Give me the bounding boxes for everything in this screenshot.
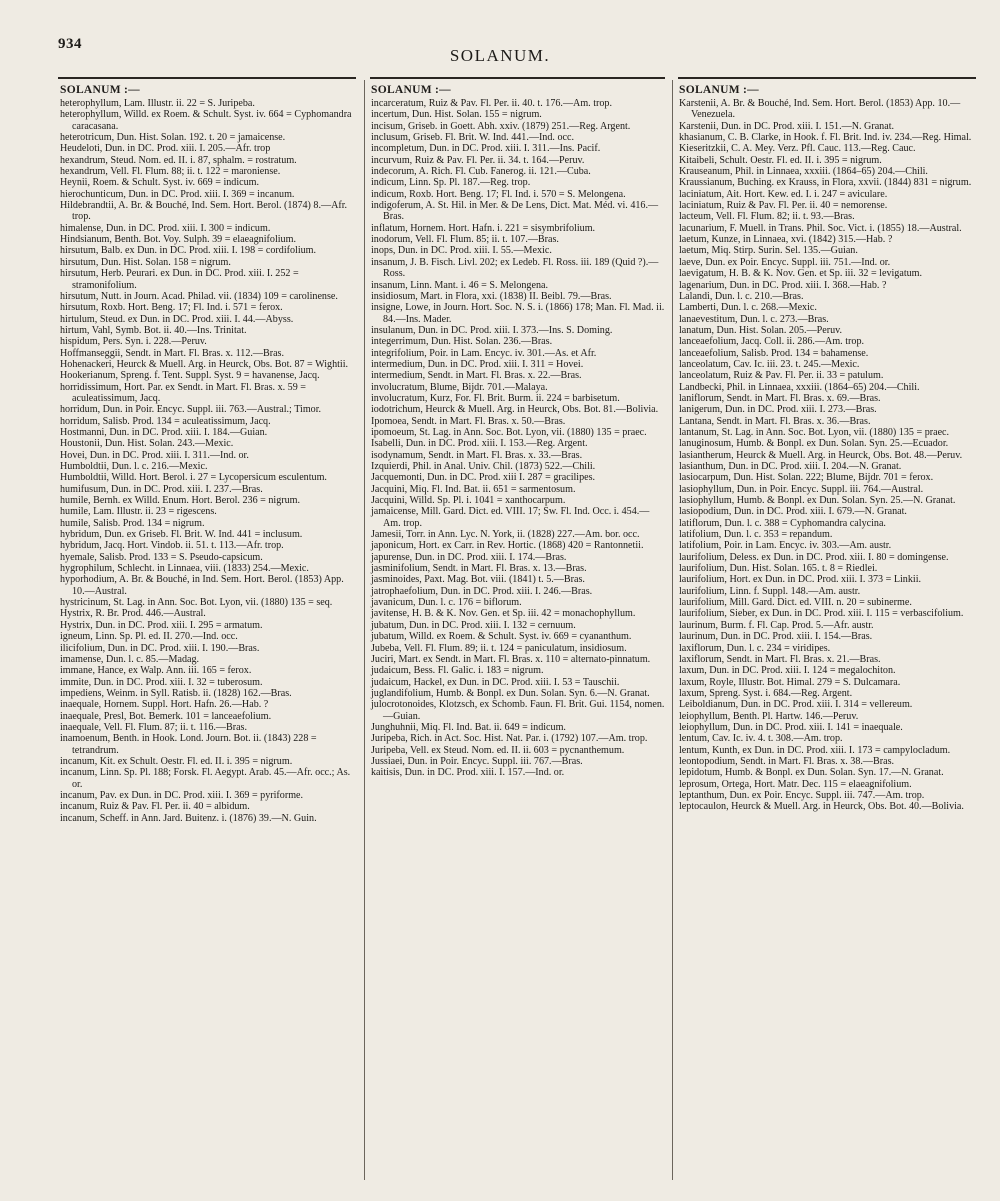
index-entry: japonicum, Hort. ex Carr. in Rev. Hortic. (1868) 420 = Rantonnetii. [371, 540, 644, 552]
index-entry: judaicum, Bess. Fl. Galic. i. 183 = nigrum. [371, 665, 544, 677]
index-entry: Jacquini, Miq. Fl. Ind. Bat. ii. 651 = sarmentosum. [371, 483, 576, 495]
index-entry: Humboldtii, Willd. Hort. Berol. i. 27 = Lycopersicum esculentum. [60, 472, 327, 484]
index-entry: humile, Lam. Illustr. ii. 23 = rigescens. [60, 506, 217, 518]
index-entry: laeve, Dun. ex Poir. Encyc. Suppl. iii. 751.—Ind. or. [679, 256, 891, 268]
running-head: SOLANUM. [449, 46, 551, 65]
index-entry: heterotricum, Dun. Hist. Solan. 192. t. 20 = jamaicense. [60, 132, 286, 144]
index-entry: lanaevestitum, Dun. l. c. 273.—Bras. [679, 313, 829, 325]
index-entry: Hystrix, R. Br. Prod. 446.—Austral. [60, 608, 206, 620]
index-entry: leontopodium, Sendt. in Mart. Fl. Bras. x. 38.—Bras. [679, 755, 895, 767]
index-entry: lentum, Cav. Ic. iv. 4. t. 308.—Am. trop. [679, 733, 843, 745]
column-divider [672, 80, 673, 1180]
index-entry: lanceaefolium, Jacq. Coll. ii. 286.—Am. trop. [679, 336, 865, 348]
index-entry: incanum, Scheff. in Ann. Jard. Buitenz. i. (1876) 39.—N. Guin. [60, 812, 317, 824]
index-entry: hygrophilum, Schlecht. in Linnaea, viii. (1833) 254.—Mexic. [60, 563, 309, 575]
index-entry: hyporhodium, A. Br. & Bouché, in Ind. Sem. Hort. Berol. (1853) App. 10.—Austral. [60, 574, 344, 597]
index-entry: Kieseritzkii, C. A. Mey. Verz. Pfl. Cauc. 113.—Reg. Cauc. [679, 143, 916, 155]
index-entry: laurinum, Burm. f. Fl. Cap. Prod. 5.—Afr. austr. [679, 619, 874, 631]
index-entry: Heudeloti, Dun. in DC. Prod. xiii. I. 205.—Afr. trop [60, 143, 271, 155]
index-entry: inaequale, Vell. Fl. Flum. 87; ii. t. 116.—Bras. [60, 721, 248, 733]
index-entry: Hildebrandtii, A. Br. & Bouché, Ind. Sem. Hort. Berol. (1874) 8.—Afr. trop. [60, 200, 348, 223]
index-entry: indicum, Linn. Sp. Pl. 187.—Reg. trop. [371, 177, 531, 189]
index-entry: jatrophaefolium, Dun. in DC. Prod. xiii. I. 246.—Bras. [371, 585, 593, 597]
index-entry: kaitisis, Dun. in DC. Prod. xiii. I. 157.—Ind. or. [371, 767, 565, 779]
index-entry: incanum, Pav. ex Dun. in DC. Prod. xiii. I. 369 = pyriforme. [60, 789, 304, 801]
column-divider [364, 80, 365, 1180]
text-column-middle [371, 84, 665, 779]
index-entry: leptocaulon, Heurck & Muell. Arg. in Heurck, Obs. Bot. 40.—Bolivia. [679, 801, 964, 813]
index-entry: laciniatum, Ait. Hort. Kew. ed. I. i. 247 = aviculare. [679, 188, 888, 200]
index-entry: ilicifolium, Dun. in DC. Prod. xiii. I. 190.—Bras. [60, 642, 260, 654]
index-entry: imamense, Dun. l. c. 85.—Madag. [60, 653, 200, 665]
index-entry: lasiopodium, Dun. in DC. Prod. xiii. I. 679.—N. Granat. [679, 506, 907, 518]
index-entry: leiophyllum, Dun. in DC. Prod. xiii. I. 141 = inaequale. [679, 721, 903, 733]
index-entry: horridum, Dun. in Poir. Encyc. Suppl. iii. 763.—Austral.; Timor. [60, 404, 322, 416]
index-entry: Houstonii, Dun. Hist. Solan. 243.—Mexic. [60, 438, 234, 450]
index-entry: Hostmanni, Dun. in DC. Prod. xiii. I. 184.—Guian. [60, 426, 268, 438]
index-entry: Lantana, Sendt. in Mart. Fl. Bras. x. 36.—Bras. [679, 415, 871, 427]
index-entry: laxum, Royle, Illustr. Bot. Himal. 279 = S. Dulcamara. [679, 676, 901, 688]
index-entry: laxiflorum, Sendt. in Mart. Fl. Bras. x. 21.—Bras. [679, 653, 881, 665]
index-entry: Juciri, Mart. ex Sendt. in Mart. Fl. Bras. x. 110 = alternato-pinnatum. [371, 653, 651, 665]
index-entry: Juripeba, Rich. in Act. Soc. Hist. Nat. Par. i. (1792) 107.—Am. trop. [371, 733, 648, 745]
index-entry: lasiocarpum, Dun. Hist. Solan. 222; Blume, Bijdr. 701 = ferox. [679, 472, 934, 484]
index-entry: Heynii, Roem. & Schult. Syst. iv. 669 = indicum. [60, 177, 260, 189]
index-entry: Humboldtii, Dun. l. c. 216.—Mexic. [60, 461, 208, 472]
index-entry: hispidum, Pers. Syn. i. 228.—Peruv. [60, 336, 207, 348]
index-entry: hirsutum, Nutt. in Journ. Acad. Philad. vii. (1834) 109 = carolinense. [60, 290, 338, 302]
index-entry: humifusum, Dun. in DC. Prod. xiii. I. 237.—Bras. [60, 483, 263, 495]
index-entry: Jubeba, Vell. Fl. Flum. 89; ii. t. 124 = paniculatum, insidiosum. [371, 642, 627, 654]
text-column-right [679, 84, 975, 813]
index-entry: hirsutum, Herb. Peurari. ex Dun. in DC. Prod. xiii. I. 252 = stramonifolium. [60, 268, 299, 291]
index-entry: Krauseanum, Phil. in Linnaea, xxxiii. (1864–65) 204.—Chili. [679, 166, 928, 178]
index-entry: insulanum, Dun. in DC. Prod. xiii. I. 373.—Ins. S. Doming. [371, 324, 613, 336]
index-entry: impediens, Weinm. in Syll. Ratisb. ii. (1828) 162.—Bras. [60, 687, 292, 699]
index-entry: inops, Dun. in DC. Prod. xiii. I. 55.—Mexic. [371, 245, 552, 257]
index-entry: laetum, Miq. Stirp. Surin. Sel. 135.—Guian. [679, 245, 858, 257]
index-entry: inodorum, Vell. Fl. Flum. 85; ii. t. 107.—Bras. [371, 234, 559, 246]
index-entry: jasminifolium, Sendt. in Mart. Fl. Bras. x. 13.—Bras. [371, 563, 587, 575]
index-entry: Hindsianum, Benth. Bot. Voy. Sulph. 39 = elaeagnifolium. [60, 234, 296, 246]
index-entry: lanceolatum, Ruiz & Pav. Fl. Per. ii. 33 = patulum. [679, 370, 884, 382]
header-rule [678, 77, 976, 79]
index-entry: Junghuhnii, Miq. Fl. Ind. Bat. ii. 649 = indicum. [371, 721, 566, 733]
index-entry: lantanum, St. Lag. in Ann. Soc. Bot. Lyon, vii. (1880) 135 = praec. [679, 426, 950, 438]
index-entry: integrifolium, Poir. in Lam. Encyc. iv. 301.—As. et Afr. [371, 347, 597, 359]
index-entry: laurifolium, Deless. ex Dun. in DC. Prod. xiii. I. 80 = domingense. [679, 551, 949, 563]
index-entry: leiophyllum, Benth. Pl. Hartw. 146.—Peruv. [679, 710, 859, 722]
index-entry: immite, Dun. in DC. Prod. xiii. I. 32 = tuberosum. [60, 676, 263, 688]
text-column-left [60, 84, 356, 824]
index-entry: judaicum, Hackel, ex Dun. in DC. Prod. xiii. I. 53 = Tauschii. [371, 676, 620, 688]
index-entry: lasiophyllum, Humb. & Bonpl. ex Dun. Solan. Syn. 25.—N. Granat. [679, 495, 956, 507]
index-entry: lacunarium, F. Muell. in Trans. Phil. Soc. Vict. i. (1855) 18.—Austral. [679, 222, 962, 234]
index-entry: leptanthum, Dun. ex Poir. Encyc. Suppl. iii. 747.—Am. trop. [679, 789, 925, 801]
index-entry: lasianthum, Dun. in DC. Prod. xiii. I. 204.—N. Granat. [679, 461, 902, 472]
index-entry: lagenarium, Dun. in DC. Prod. xiii. I. 368.—Hab. ? [679, 279, 887, 291]
index-entry: Leiboldianum, Dun. in DC. Prod. xiii. I. 314 = vellereum. [679, 699, 913, 711]
index-entry: hybridum, Dun. ex Griseb. Fl. Brit. W. Ind. 441 = inclusum. [60, 529, 303, 541]
index-entry: hexandrum, Steud. Nom. ed. II. i. 87, sphalm. = rostratum. [60, 154, 297, 166]
index-entry: julocrotonoides, Klotzsch, ex Schomb. Faun. Fl. Brit. Gui. 1154, nomen.—Guian. [371, 699, 665, 722]
column-header: SOLANUM :— [60, 84, 140, 96]
index-entry: khasianum, C. B. Clarke, in Hook. f. Fl. Brit. Ind. iv. 234.—Reg. Himal. [679, 132, 972, 144]
index-entry: laxum, Dun. in DC. Prod. xiii. I. 124 = megalochiton. [679, 665, 896, 677]
page-number: 934 [58, 36, 82, 52]
index-entry: Hovei, Dun. in DC. Prod. xiii. I. 311.—Ind. or. [60, 449, 249, 461]
index-entry: horridum, Salisb. Prod. 134 = aculeatissimum, Jacq. [60, 415, 271, 427]
index-entry: indecorum, A. Rich. Fl. Cub. Fanerog. ii. 121.—Cuba. [371, 166, 591, 178]
index-entry: insanum, J. B. Fisch. Livl. 202; ex Ledeb. Fl. Ross. iii. 189 (Quid ?).—Ross. [371, 256, 659, 280]
index-entry: javitense, H. B. & K. Nov. Gen. et Sp. iii. 42 = monachophyllum. [371, 608, 636, 620]
index-entry: Kraussianum, Buching. ex Krauss, in Flora, xxvii. (1844) 831 = nigrum. [679, 177, 972, 189]
index-entry: laciniatum, Ruiz & Pav. Fl. Per. ii. 40 = nemorense. [679, 200, 888, 212]
index-entry: hyemale, Salisb. Prod. 133 = S. Pseudo-capsicum. [60, 551, 263, 563]
index-entry: jasminoides, Paxt. Mag. Bot. viii. (1841) t. 5.—Bras. [371, 574, 585, 586]
index-entry: humile, Salisb. Prod. 134 = nigrum. [60, 517, 205, 529]
index-entry: inflatum, Hornem. Hort. Hafn. i. 221 = sisymbrifolium. [371, 222, 596, 234]
index-entry: javanicum, Dun. l. c. 176 = biflorum. [371, 597, 522, 609]
index-entry: hexandrum, Vell. Fl. Flum. 88; ii. t. 122 = maroniense. [60, 166, 281, 178]
index-entry: lentum, Kunth, ex Dun. in DC. Prod. xiii. I. 173 = campylocladum. [679, 744, 951, 756]
index-entry: hierochunticum, Dun. in DC. Prod. xiii. I. 369 = incanum. [60, 188, 295, 200]
index-entry: inamoenum, Benth. in Hook. Lond. Journ. Bot. ii. (1843) 228 = tetrandrum. [60, 733, 317, 756]
index-entry: laevigatum, H. B. & K. Nov. Gen. et Sp. iii. 32 = levigatum. [679, 268, 923, 280]
index-entry: lanceolatum, Cav. Ic. iii. 23. t. 245.—Mexic. [679, 358, 860, 370]
index-entry: heterophyllum, Lam. Illustr. ii. 22 = S. Juripeba. [60, 98, 255, 109]
index-entry: insidiosum, Mart. in Flora, xxi. (1838) II. Beibl. 79.—Bras. [371, 290, 612, 302]
index-entry: integerrimum, Dun. Hist. Solan. 236.—Bras. [371, 336, 553, 348]
index-entry: jubatum, Willd. ex Roem. & Schult. Syst. iv. 669 = cyananthum. [371, 631, 632, 643]
index-entry: laurifolium, Hort. ex Dun. in DC. Prod. xiii. I. 373 = Linkii. [679, 574, 922, 586]
index-entry: Hookerianum, Spreng. f. Tent. Suppl. Syst. 9 = havanense, Jacq. [60, 370, 320, 382]
index-entry: leprosum, Ortega, Hort. Matr. Dec. 115 = elaeagnifolium. [679, 778, 912, 790]
index-entry: lanceaefolium, Salisb. Prod. 134 = bahamense. [679, 347, 869, 359]
index-entry: Juripeba, Vell. ex Steud. Nom. ed. II. ii. 603 = pycnanthemum. [371, 744, 625, 756]
index-entry: indigoferum, A. St. Hil. in Mer. & De Lens, Dict. Mat. Méd. vi. 416.—Bras. [371, 200, 659, 223]
index-entry: incanum, Linn. Sp. Pl. 188; Forsk. Fl. Aegypt. Arab. 45.—Afr. occ.; As. or. [60, 767, 351, 790]
index-entry: jamaicense, Mill. Gard. Dict. ed. VIII. 17; Sw. Fl. Ind. Occ. i. 454.—Am. trop. [371, 506, 650, 529]
index-entry: Karstenii, A. Br. & Bouché, Ind. Sem. Hort. Berol. (1853) App. 10.—Venezuela. [679, 98, 961, 121]
index-entry: hirtum, Vahl, Symb. Bot. ii. 40.—Ins. Trinitat. [60, 324, 247, 336]
index-entry: Jussiaei, Dun. in Poir. Encyc. Suppl. iii. 767.—Bras. [371, 755, 583, 767]
index-entry: Lamberti, Dun. l. c. 268.—Mexic. [679, 302, 817, 314]
index-entry: ipomoeum, St. Lag. in Ann. Soc. Bot. Lyon, vii. (1880) 135 = praec. [371, 426, 647, 438]
index-entry: inaequale, Hornem. Suppl. Hort. Hafn. 26.—Hab. ? [60, 699, 269, 711]
index-entry: laurifolium, Linn. f. Suppl. 148.—Am. austr. [679, 585, 861, 597]
index-entry: Isabelli, Dun. in DC. Prod. xiii. I. 153.—Reg. Argent. [371, 438, 588, 450]
index-entry: inclusum, Griseb. Fl. Brit. W. Ind. 441.—Ind. occ. [371, 132, 574, 144]
index-entry: immane, Hance, ex Walp. Ann. iii. 165 = ferox. [60, 665, 252, 677]
index-entry: lanuginosum, Humb. & Bonpl. ex Dun. Solan. Syn. 25.—Ecuador. [679, 438, 949, 450]
index-entry: laxiflorum, Dun. l. c. 234 = viridipes. [679, 642, 831, 654]
index-entry: humile, Bernh. ex Willd. Enum. Hort. Berol. 236 = nigrum. [60, 495, 301, 507]
column-header: SOLANUM :— [371, 84, 451, 96]
index-entry: lacteum, Vell. Fl. Flum. 82; ii. t. 93.—Bras. [679, 211, 855, 223]
index-entry: lanatum, Dun. Hist. Solan. 205.—Peruv. [679, 324, 843, 336]
index-entry: intermedium, Dun. in DC. Prod. xiii. I. 311 = Hovei. [371, 358, 584, 370]
index-entry: Hystrix, Dun. in DC. Prod. xiii. I. 295 = armatum. [60, 619, 263, 631]
index-entry: incanum, Kit. ex Schult. Oestr. Fl. ed. II. i. 395 = nigrum. [60, 755, 293, 767]
header-rule [58, 77, 356, 79]
index-entry: laniflorum, Sendt. in Mart. Fl. Bras. x. 69.—Bras. [679, 392, 881, 404]
index-entry: incisum, Griseb. in Goett. Abh. xxiv. (1879) 251.—Reg. Argent. [371, 120, 631, 132]
index-entry: lasiantherum, Heurck & Muell. Arg. in Heurck, Obs. Bot. 48.—Peruv. [679, 449, 963, 461]
header-rule [370, 77, 665, 79]
index-entry: intermedium, Sendt. in Mart. Fl. Bras. x. 22.—Bras. [371, 370, 582, 382]
index-entry: hystricinum, St. Lag. in Ann. Soc. Bot. Lyon, vii. (1880) 135 = seq. [60, 597, 333, 609]
index-entry: Hoffmanseggii, Sendt. in Mart. Fl. Bras. x. 112.—Bras. [60, 347, 285, 359]
index-entry: jubatum, Dun. in DC. Prod. xiii. I. 132 = cernuum. [371, 619, 576, 631]
index-entry: Karstenii, Dun. in DC. Prod. xiii. I. 151.—N. Granat. [679, 120, 895, 132]
index-entry: involucratum, Kurz, For. Fl. Brit. Burm. ii. 224 = barbisetum. [371, 392, 620, 404]
index-entry: laxum, Spreng. Syst. i. 684.—Reg. Argent. [679, 687, 853, 699]
index-entry: Jacquemonti, Dun. in DC. Prod. xiii I. 287 = gracilipes. [371, 472, 596, 484]
index-entry: involucratum, Blume, Bijdr. 701.—Malaya. [371, 381, 548, 393]
index-entry: Ipomoea, Sendt. in Mart. Fl. Bras. x. 50.—Bras. [371, 415, 566, 427]
index-entry: hirsutum, Roxb. Hort. Beng. 17; Fl. Ind. i. 571 = ferox. [60, 302, 283, 314]
index-entry: Jamesii, Torr. in Ann. Lyc. N. York, ii. (1828) 227.—Am. bor. occ. [371, 529, 640, 541]
column-header: SOLANUM :— [679, 84, 759, 96]
index-entry: hirtulum, Steud. ex Dun. in DC. Prod. xiii. I. 44.—Abyss. [60, 313, 294, 325]
index-entry: incarceratum, Ruiz & Pav. Fl. Per. ii. 40. t. 176.—Am. trop. [371, 98, 613, 109]
index-entry: laurinum, Dun. in DC. Prod. xiii. I. 154.—Bras. [679, 631, 873, 643]
index-entry: Lalandi, Dun. l. c. 210.—Bras. [679, 290, 804, 302]
index-entry: japurense, Dun. in DC. Prod. xiii. I. 174.—Bras. [371, 551, 567, 563]
index-entry: indicum, Roxb. Hort. Beng. 17; Fl. Ind. i. 570 = S. Melongena. [371, 188, 626, 200]
index-entry: Hohenackeri, Heurck & Muell. Arg. in Heurck, Obs. Bot. 87 = Wightii. [60, 358, 349, 370]
index-entry: incompletum, Dun. in DC. Prod. xiii. I. 311.—Ins. Pacif. [371, 143, 601, 155]
index-entry: insanum, Linn. Mant. i. 46 = S. Melongena. [371, 279, 548, 291]
index-entry: latifolium, Poir. in Lam. Encyc. iv. 303.—Am. austr. [679, 540, 892, 552]
index-entry: Izquierdi, Phil. in Anal. Univ. Chil. (1873) 522.—Chili. [371, 461, 596, 472]
index-entry: laurifolium, Mill. Gard. Dict. ed. VIII. n. 20 = subinerme. [679, 597, 912, 609]
index-entry: isodynamum, Sendt. in Mart. Fl. Bras. x. 33.—Bras. [371, 449, 583, 461]
index-entry: horridissimum, Hort. Par. ex Sendt. in Mart. Fl. Bras. x. 59 = aculeatissimum, Jacq. [60, 381, 306, 404]
index-entry: lepidotum, Humb. & Bonpl. ex Dun. Solan. Syn. 17.—N. Granat. [679, 767, 944, 779]
index-entry: hirsutum, Balb. ex Dun. in DC. Prod. xiii. I. 198 = cordifolium. [60, 245, 317, 257]
index-entry: incurvum, Ruiz & Pav. Fl. Per. ii. 34. t. 164.—Peruv. [371, 154, 585, 166]
index-entry: inaequale, Presl, Bot. Bemerk. 101 = lanceaefolium. [60, 710, 272, 722]
index-entry: Kitaibeli, Schult. Oestr. Fl. ed. II. i. 395 = nigrum. [679, 154, 882, 166]
index-entry: incanum, Ruiz & Pav. Fl. Per. ii. 40 = albidum. [60, 801, 250, 813]
index-entry: igneum, Linn. Sp. Pl. ed. II. 270.—Ind. occ. [60, 631, 238, 643]
index-entry: incertum, Dun. Hist. Solan. 155 = nigrum. [371, 109, 542, 121]
index-entry: Jacquini, Willd. Sp. Pl. i. 1041 = xanthocarpum. [371, 495, 566, 507]
index-entry: Landbecki, Phil. in Linnaea, xxxiii. (1864–65) 204.—Chili. [679, 381, 920, 393]
index-entry: lanigerum, Dun. in DC. Prod. xiii. I. 273.—Bras. [679, 404, 877, 416]
index-entry: laurifolium, Dun. Hist. Solan. 165. t. 8 = Riedlei. [679, 563, 878, 575]
index-entry: laetum, Kunze, in Linnaea, xvi. (1842) 315.—Hab. ? [679, 234, 893, 246]
index-entry: heterophyllum, Willd. ex Roem. & Schult. Syst. iv. 664 = Cyphomandra caracasana. [60, 109, 352, 132]
index-entry: lasiophyllum, Dun. in Poir. Encyc. Suppl. iii. 764.—Austral. [679, 483, 924, 495]
index-entry: juglandifolium, Humb. & Bonpl. ex Dun. Solan. Syn. 6.—N. Granat. [371, 687, 650, 699]
index-entry: insigne, Lowe, in Journ. Hort. Soc. N. S. i. (1866) 178; Man. Fl. Mad. ii. 84.—Ins. Mader. [371, 302, 665, 325]
index-entry: latifolium, Dun. l. c. 353 = repandum. [679, 529, 833, 541]
index-entry: latiflorum, Dun. l. c. 388 = Cyphomandra calycina. [679, 517, 886, 529]
index-entry: hirsutum, Dun. Hist. Solan. 158 = nigrum. [60, 256, 231, 268]
index-entry: hybridum, Jacq. Hort. Vindob. ii. 51. t. 113.—Afr. trop. [60, 540, 284, 552]
index-entry: himalense, Dun. in DC. Prod. xiii. I. 300 = indicum. [60, 222, 271, 234]
index-entry: iodotrichum, Heurck & Muell. Arg. in Heurck, Obs. Bot. 81.—Bolivia. [371, 404, 659, 416]
index-entry: laurifolium, Sieber, ex Dun. in DC. Prod. xiii. I. 115 = verbascifolium. [679, 608, 964, 620]
